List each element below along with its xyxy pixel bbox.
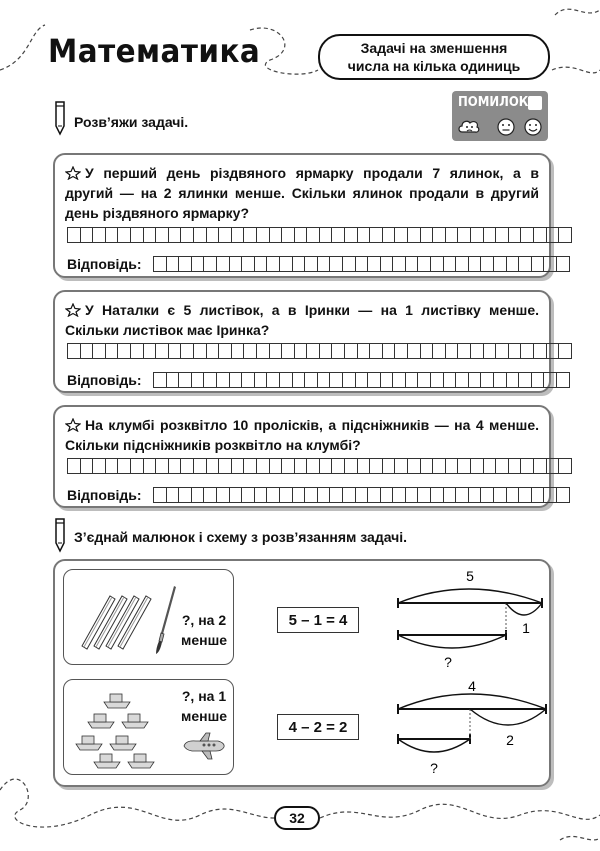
answer-line[interactable] xyxy=(153,487,570,503)
task-card-2 xyxy=(53,290,551,393)
answer-line[interactable] xyxy=(153,256,570,272)
grid-cell[interactable] xyxy=(469,256,482,272)
grid-cell[interactable] xyxy=(242,256,255,272)
topic-line-2: числа на кілька одиниць xyxy=(347,58,521,74)
grid-cell[interactable] xyxy=(494,372,507,388)
grid-cell[interactable] xyxy=(345,343,358,359)
grid-cell[interactable] xyxy=(232,343,245,359)
grid-cell[interactable] xyxy=(318,256,331,272)
grid-cell[interactable] xyxy=(230,372,243,388)
grid-cell[interactable] xyxy=(458,343,471,359)
grid-cell[interactable] xyxy=(393,372,406,388)
topic-badge xyxy=(318,34,550,80)
grid-cell[interactable] xyxy=(192,487,205,503)
grid-cell[interactable] xyxy=(444,487,457,503)
happy-face-icon[interactable] xyxy=(524,118,542,136)
grid-cell[interactable] xyxy=(406,256,419,272)
grid-cell[interactable] xyxy=(383,227,396,243)
page-title: Математика xyxy=(48,32,261,70)
grid-cell[interactable] xyxy=(534,458,547,474)
grid-cell[interactable] xyxy=(295,227,308,243)
grid-cell[interactable] xyxy=(179,372,192,388)
grid-cell[interactable] xyxy=(244,343,257,359)
condition-line-1: ?, на 1 xyxy=(181,688,227,704)
grid-cell[interactable] xyxy=(345,227,358,243)
airplane-illustration xyxy=(182,732,226,760)
grid-cell[interactable] xyxy=(509,343,522,359)
grid-cell[interactable] xyxy=(167,487,180,503)
grid-cell[interactable] xyxy=(192,372,205,388)
grid-cell[interactable] xyxy=(532,487,545,503)
grid-cell[interactable] xyxy=(219,458,232,474)
grid-cell[interactable] xyxy=(267,487,280,503)
grid-cell[interactable] xyxy=(383,458,396,474)
grid-cell[interactable] xyxy=(408,227,421,243)
scheme-2-unknown: ? xyxy=(430,760,438,776)
grid-cell[interactable] xyxy=(446,458,459,474)
grid-cell[interactable] xyxy=(559,227,572,243)
grid-cell[interactable] xyxy=(356,487,369,503)
grid-cell[interactable] xyxy=(318,487,331,503)
grid-cell[interactable] xyxy=(118,458,131,474)
task-card-3 xyxy=(53,405,551,508)
grid-cell[interactable] xyxy=(181,343,194,359)
grid-cell[interactable] xyxy=(204,256,217,272)
answer-label: Відповідь: xyxy=(67,372,142,388)
grid-cell[interactable] xyxy=(358,458,371,474)
topic-line-1: Задачі на зменшення xyxy=(360,40,508,56)
grid-cell[interactable] xyxy=(131,227,144,243)
grid-cell[interactable] xyxy=(481,487,494,503)
grid-cell[interactable] xyxy=(217,487,230,503)
grid-cell[interactable] xyxy=(458,458,471,474)
grid-cell[interactable] xyxy=(444,372,457,388)
grid-cell[interactable] xyxy=(507,372,520,388)
task-card-1 xyxy=(53,153,551,278)
grid-cell[interactable] xyxy=(519,256,532,272)
grid-cell[interactable] xyxy=(305,256,318,272)
grid-cell[interactable] xyxy=(131,458,144,474)
scheme-2[interactable] xyxy=(390,675,550,779)
grid-cell[interactable] xyxy=(395,343,408,359)
grid-cell[interactable] xyxy=(179,256,192,272)
grid-cell[interactable] xyxy=(433,343,446,359)
grid-cell[interactable] xyxy=(494,487,507,503)
grid-cell[interactable] xyxy=(280,372,293,388)
grid-cell[interactable] xyxy=(509,227,522,243)
grid-cell[interactable] xyxy=(106,458,119,474)
grid-cell[interactable] xyxy=(408,343,421,359)
grid-cell[interactable] xyxy=(469,372,482,388)
grid-cell[interactable] xyxy=(244,227,257,243)
answer-grid[interactable] xyxy=(67,227,572,243)
grid-cell[interactable] xyxy=(418,487,431,503)
grid-cell[interactable] xyxy=(547,343,560,359)
scheme-1[interactable] xyxy=(390,569,550,671)
page-number: 32 xyxy=(274,806,320,830)
grid-cell[interactable] xyxy=(332,343,345,359)
grid-cell[interactable] xyxy=(255,372,268,388)
grid-cell[interactable] xyxy=(381,487,394,503)
grid-cell[interactable] xyxy=(431,372,444,388)
grid-cell[interactable] xyxy=(544,487,557,503)
grid-cell[interactable] xyxy=(484,227,497,243)
grid-cell[interactable] xyxy=(106,343,119,359)
grid-cell[interactable] xyxy=(305,487,318,503)
grid-cell[interactable] xyxy=(320,458,333,474)
grid-cell[interactable] xyxy=(207,227,220,243)
grid-cell[interactable] xyxy=(381,372,394,388)
grid-cell[interactable] xyxy=(257,343,270,359)
matching-panel xyxy=(53,559,551,787)
grid-cell[interactable] xyxy=(282,458,295,474)
grid-cell[interactable] xyxy=(93,458,106,474)
grid-cell[interactable] xyxy=(68,343,81,359)
grid-cell[interactable] xyxy=(481,372,494,388)
scheme-1-unknown: ? xyxy=(444,654,452,670)
grid-cell[interactable] xyxy=(106,227,119,243)
grid-cell[interactable] xyxy=(320,343,333,359)
grid-cell[interactable] xyxy=(406,372,419,388)
brush-illustration xyxy=(154,584,178,656)
task-3-text: На клумбі розквітло 10 пролісків, а підсніжників — на 4 менше. Скільки підсніжників розквітло на клумбі? xyxy=(65,417,539,453)
grid-cell[interactable] xyxy=(345,458,358,474)
grid-cell[interactable] xyxy=(219,227,232,243)
grid-cell[interactable] xyxy=(293,372,306,388)
grid-cell[interactable] xyxy=(393,256,406,272)
grid-cell[interactable] xyxy=(481,256,494,272)
grid-cell[interactable] xyxy=(244,458,257,474)
sad-cloud-icon[interactable] xyxy=(458,118,480,136)
grid-cell[interactable] xyxy=(307,227,320,243)
grid-cell[interactable] xyxy=(494,256,507,272)
grid-cell[interactable] xyxy=(456,487,469,503)
grid-cell[interactable] xyxy=(156,227,169,243)
grid-cell[interactable] xyxy=(295,458,308,474)
grid-cell[interactable] xyxy=(307,458,320,474)
grid-cell[interactable] xyxy=(532,256,545,272)
grid-cell[interactable] xyxy=(559,458,572,474)
grid-cell[interactable] xyxy=(544,256,557,272)
condition-line-2: менше xyxy=(180,632,228,648)
task-1-text: У перший день різдвяного ярмарку продали 7 ялинок, а в другий — на 2 ялинки менше. Скільки ялинок продали в другий день різдвяного ярмарку? xyxy=(65,165,539,221)
grid-cell[interactable] xyxy=(230,487,243,503)
grid-cell[interactable] xyxy=(194,343,207,359)
grid-cell[interactable] xyxy=(219,343,232,359)
grid-cell[interactable] xyxy=(507,487,520,503)
grid-cell[interactable] xyxy=(521,227,534,243)
grid-cell[interactable] xyxy=(343,256,356,272)
grid-cell[interactable] xyxy=(496,458,509,474)
grid-cell[interactable] xyxy=(534,343,547,359)
grid-cell[interactable] xyxy=(557,256,570,272)
grid-cell[interactable] xyxy=(154,256,167,272)
picture-card-boats[interactable] xyxy=(63,679,234,775)
grid-cell[interactable] xyxy=(406,487,419,503)
grid-cell[interactable] xyxy=(471,458,484,474)
grid-cell[interactable] xyxy=(81,343,94,359)
pencil-icon xyxy=(53,100,67,136)
grid-cell[interactable] xyxy=(144,343,157,359)
scheme-1-total: 5 xyxy=(466,569,474,584)
grid-cell[interactable] xyxy=(444,256,457,272)
grid-cell[interactable] xyxy=(257,458,270,474)
grid-cell[interactable] xyxy=(169,343,182,359)
grid-cell[interactable] xyxy=(156,343,169,359)
grid-cell[interactable] xyxy=(81,227,94,243)
grid-cell[interactable] xyxy=(358,343,371,359)
grid-cell[interactable] xyxy=(270,343,283,359)
grid-cell[interactable] xyxy=(144,458,157,474)
grid-cell[interactable] xyxy=(270,458,283,474)
grid-cell[interactable] xyxy=(232,458,245,474)
grid-cell[interactable] xyxy=(521,343,534,359)
answer-label: Відповідь: xyxy=(67,487,142,503)
grid-cell[interactable] xyxy=(358,227,371,243)
grid-cell[interactable] xyxy=(167,256,180,272)
grid-cell[interactable] xyxy=(194,458,207,474)
answer-grid[interactable] xyxy=(67,343,572,359)
grid-cell[interactable] xyxy=(154,487,167,503)
grid-cell[interactable] xyxy=(282,343,295,359)
grid-cell[interactable] xyxy=(207,343,220,359)
grid-cell[interactable] xyxy=(547,227,560,243)
instruction-match: З’єднай малюнок і схему з розв’язанням задачі. xyxy=(74,529,408,545)
grid-cell[interactable] xyxy=(370,458,383,474)
grid-cell[interactable] xyxy=(68,227,81,243)
grid-cell[interactable] xyxy=(118,343,131,359)
grid-cell[interactable] xyxy=(280,256,293,272)
grid-cell[interactable] xyxy=(332,227,345,243)
grid-cell[interactable] xyxy=(431,487,444,503)
grid-cell[interactable] xyxy=(179,487,192,503)
grid-cell[interactable] xyxy=(305,372,318,388)
grid-cell[interactable] xyxy=(257,227,270,243)
grid-cell[interactable] xyxy=(519,487,532,503)
boats-illustration xyxy=(74,688,174,770)
grid-cell[interactable] xyxy=(496,227,509,243)
grid-cell[interactable] xyxy=(521,458,534,474)
grid-cell[interactable] xyxy=(242,487,255,503)
grid-cell[interactable] xyxy=(393,487,406,503)
grid-cell[interactable] xyxy=(280,487,293,503)
scheme-1-diff: 1 xyxy=(522,620,530,636)
grid-cell[interactable] xyxy=(204,487,217,503)
condition-line-2: менше xyxy=(180,708,228,724)
grid-cell[interactable] xyxy=(484,458,497,474)
grid-cell[interactable] xyxy=(431,256,444,272)
grid-cell[interactable] xyxy=(192,256,205,272)
grid-cell[interactable] xyxy=(232,227,245,243)
grid-cell[interactable] xyxy=(169,458,182,474)
grid-cell[interactable] xyxy=(433,227,446,243)
instruction-solve: Розв’яжи задачі. xyxy=(74,114,189,130)
grid-cell[interactable] xyxy=(381,256,394,272)
grid-cell[interactable] xyxy=(408,458,421,474)
grid-cell[interactable] xyxy=(204,372,217,388)
grid-cell[interactable] xyxy=(509,458,522,474)
grid-cell[interactable] xyxy=(169,227,182,243)
grid-cell[interactable] xyxy=(217,372,230,388)
grid-cell[interactable] xyxy=(368,487,381,503)
grid-cell[interactable] xyxy=(194,227,207,243)
grid-cell[interactable] xyxy=(144,227,157,243)
grid-cell[interactable] xyxy=(370,343,383,359)
grid-cell[interactable] xyxy=(421,458,434,474)
grid-cell[interactable] xyxy=(255,487,268,503)
grid-cell[interactable] xyxy=(255,256,268,272)
grid-cell[interactable] xyxy=(446,343,459,359)
grid-cell[interactable] xyxy=(421,343,434,359)
errors-panel xyxy=(452,91,548,141)
grid-cell[interactable] xyxy=(295,343,308,359)
grid-cell[interactable] xyxy=(267,256,280,272)
star-icon xyxy=(65,166,81,180)
grid-cell[interactable] xyxy=(557,372,570,388)
equation-2[interactable]: 4 – 2 = 2 xyxy=(277,714,359,740)
neutral-face-icon[interactable] xyxy=(497,118,515,136)
grid-cell[interactable] xyxy=(458,227,471,243)
grid-cell[interactable] xyxy=(395,227,408,243)
pencil-icon xyxy=(53,517,67,553)
grid-cell[interactable] xyxy=(343,487,356,503)
star-icon xyxy=(65,303,81,317)
star-icon xyxy=(65,418,81,432)
grid-cell[interactable] xyxy=(282,227,295,243)
equation-1[interactable]: 5 – 1 = 4 xyxy=(277,607,359,633)
grid-cell[interactable] xyxy=(307,343,320,359)
grid-cell[interactable] xyxy=(330,256,343,272)
grid-cell[interactable] xyxy=(544,372,557,388)
grid-cell[interactable] xyxy=(395,458,408,474)
grid-cell[interactable] xyxy=(368,256,381,272)
grid-cell[interactable] xyxy=(167,372,180,388)
grid-cell[interactable] xyxy=(557,487,570,503)
grid-cell[interactable] xyxy=(81,458,94,474)
scheme-2-total: 4 xyxy=(468,678,476,694)
condition-line-1: ?, на 2 xyxy=(181,612,227,628)
answer-grid[interactable] xyxy=(67,458,572,474)
grid-cell[interactable] xyxy=(181,458,194,474)
grid-cell[interactable] xyxy=(471,227,484,243)
grid-cell[interactable] xyxy=(93,343,106,359)
grid-cell[interactable] xyxy=(421,227,434,243)
grid-cell[interactable] xyxy=(270,227,283,243)
grid-cell[interactable] xyxy=(330,372,343,388)
grid-cell[interactable] xyxy=(181,227,194,243)
task-2-text: У Наталки є 5 листівок, а в Іринки — на 1 листівку менше. Скільки листівок має Іринка? xyxy=(65,302,539,338)
grid-cell[interactable] xyxy=(507,256,520,272)
grid-cell[interactable] xyxy=(242,372,255,388)
grid-cell[interactable] xyxy=(154,372,167,388)
errors-count-box[interactable] xyxy=(528,96,542,110)
grid-cell[interactable] xyxy=(547,458,560,474)
grid-cell[interactable] xyxy=(207,458,220,474)
grid-cell[interactable] xyxy=(343,372,356,388)
grid-cell[interactable] xyxy=(532,372,545,388)
pencils-illustration xyxy=(72,584,162,654)
scheme-2-diff: 2 xyxy=(506,732,514,748)
grid-cell[interactable] xyxy=(230,256,243,272)
grid-cell[interactable] xyxy=(156,458,169,474)
grid-cell[interactable] xyxy=(383,343,396,359)
grid-cell[interactable] xyxy=(93,227,106,243)
grid-cell[interactable] xyxy=(356,372,369,388)
grid-cell[interactable] xyxy=(368,372,381,388)
grid-cell[interactable] xyxy=(267,372,280,388)
answer-line[interactable] xyxy=(153,372,570,388)
grid-cell[interactable] xyxy=(534,227,547,243)
grid-cell[interactable] xyxy=(217,256,230,272)
answer-label: Відповідь: xyxy=(67,256,142,272)
grid-cell[interactable] xyxy=(418,256,431,272)
grid-cell[interactable] xyxy=(456,256,469,272)
picture-card-pencils[interactable] xyxy=(63,569,234,665)
errors-label: ПОМИЛОК xyxy=(458,95,529,110)
grid-cell[interactable] xyxy=(519,372,532,388)
grid-cell[interactable] xyxy=(293,487,306,503)
grid-cell[interactable] xyxy=(118,227,131,243)
grid-cell[interactable] xyxy=(446,227,459,243)
grid-cell[interactable] xyxy=(293,256,306,272)
grid-cell[interactable] xyxy=(68,458,81,474)
grid-cell[interactable] xyxy=(370,227,383,243)
grid-cell[interactable] xyxy=(330,487,343,503)
grid-cell[interactable] xyxy=(469,487,482,503)
grid-cell[interactable] xyxy=(496,343,509,359)
grid-cell[interactable] xyxy=(320,227,333,243)
grid-cell[interactable] xyxy=(484,343,497,359)
grid-cell[interactable] xyxy=(418,372,431,388)
grid-cell[interactable] xyxy=(433,458,446,474)
grid-cell[interactable] xyxy=(318,372,331,388)
grid-cell[interactable] xyxy=(471,343,484,359)
grid-cell[interactable] xyxy=(456,372,469,388)
grid-cell[interactable] xyxy=(356,256,369,272)
grid-cell[interactable] xyxy=(559,343,572,359)
grid-cell[interactable] xyxy=(131,343,144,359)
grid-cell[interactable] xyxy=(332,458,345,474)
